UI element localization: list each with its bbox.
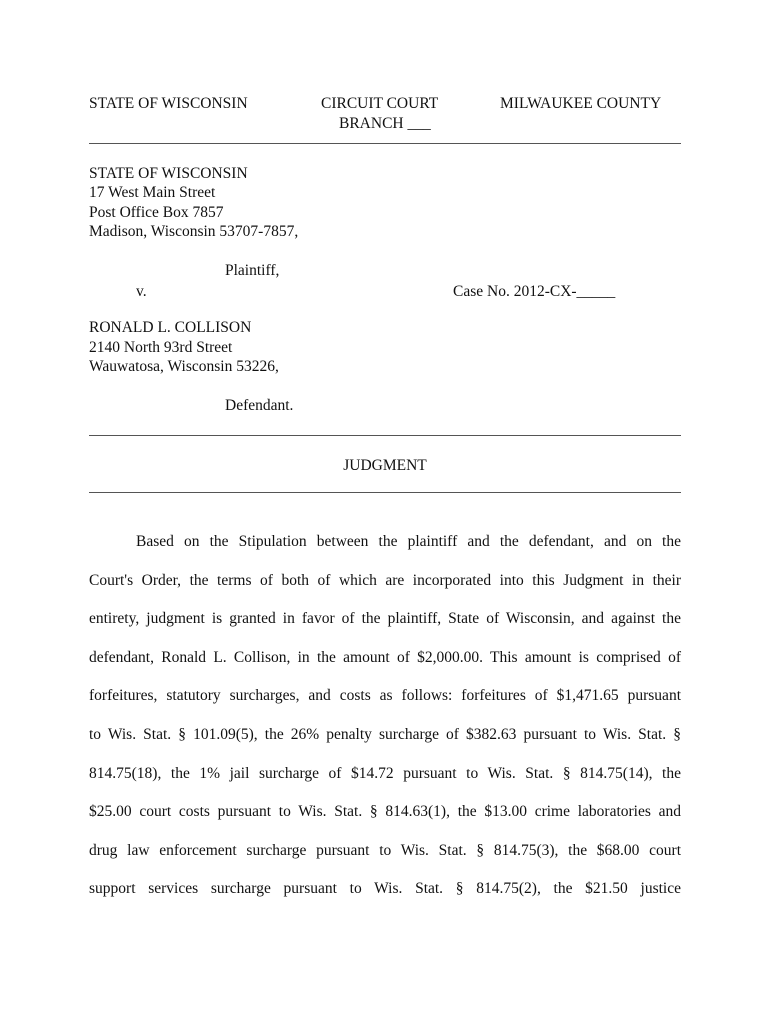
plaintiff-role: Plaintiff, [225,262,280,279]
defendant-address-line2: Wauwatosa, Wisconsin 53226, [89,358,279,375]
title-top-divider [89,435,681,436]
plaintiff-address-line3: Madison, Wisconsin 53707-7857, [89,223,299,240]
body-line: forfeitures, statutory surcharges, and costs as follows: forfeitures of $1,471.65 pursuant [89,687,681,705]
judgment-body [89,523,681,909]
body-line: to Wis. Stat. § 101.09(5), the 26% penalty surcharge of $382.63 pursuant to Wis. Stat. § [89,725,681,743]
caption-state: STATE OF WISCONSIN [89,95,248,112]
title-bottom-divider [89,492,681,493]
caption-court: CIRCUIT COURT [321,95,439,112]
body-line: entirety, judgment is granted in favor of the plaintiff, State of Wisconsin, and against the [89,610,681,628]
plaintiff-address-line1: 17 West Main Street [89,184,216,201]
caption-county: MILWAUKEE COUNTY [500,95,662,112]
body-line: support services surcharge pursuant to Wis. Stat. § 814.75(2), the $21.50 justice [89,880,681,898]
body-line: Based on the Stipulation between the plaintiff and the defendant, and on the [136,533,681,550]
defendant-address-line1: 2140 North 93rd Street [89,339,233,356]
document-title: JUDGMENT [343,457,427,474]
versus-label: v. [136,283,147,300]
defendant-role: Defendant. [225,397,294,414]
defendant-name: RONALD L. COLLISON [89,319,252,336]
header-divider [89,143,681,144]
body-line: Court's Order, the terms of both of which are incorporated into this Judgment in their [89,571,681,589]
body-line: 814.75(18), the 1% jail surcharge of $14.72 pursuant to Wis. Stat. § 814.75(14), the [89,764,681,782]
plaintiff-address-line2: Post Office Box 7857 [89,204,224,221]
body-line: defendant, Ronald L. Collison, in the amount of $2,000.00. This amount is comprised of [89,648,681,666]
body-line: $25.00 court costs pursuant to Wis. Stat. § 814.63(1), the $13.00 crime laboratories and [89,803,681,821]
caption-branch: BRANCH ___ [339,115,431,132]
body-line: drug law enforcement surcharge pursuant to Wis. Stat. § 814.75(3), the $68.00 court [89,841,681,859]
case-number: Case No. 2012-CX-_____ [453,283,616,300]
plaintiff-name: STATE OF WISCONSIN [89,165,248,182]
